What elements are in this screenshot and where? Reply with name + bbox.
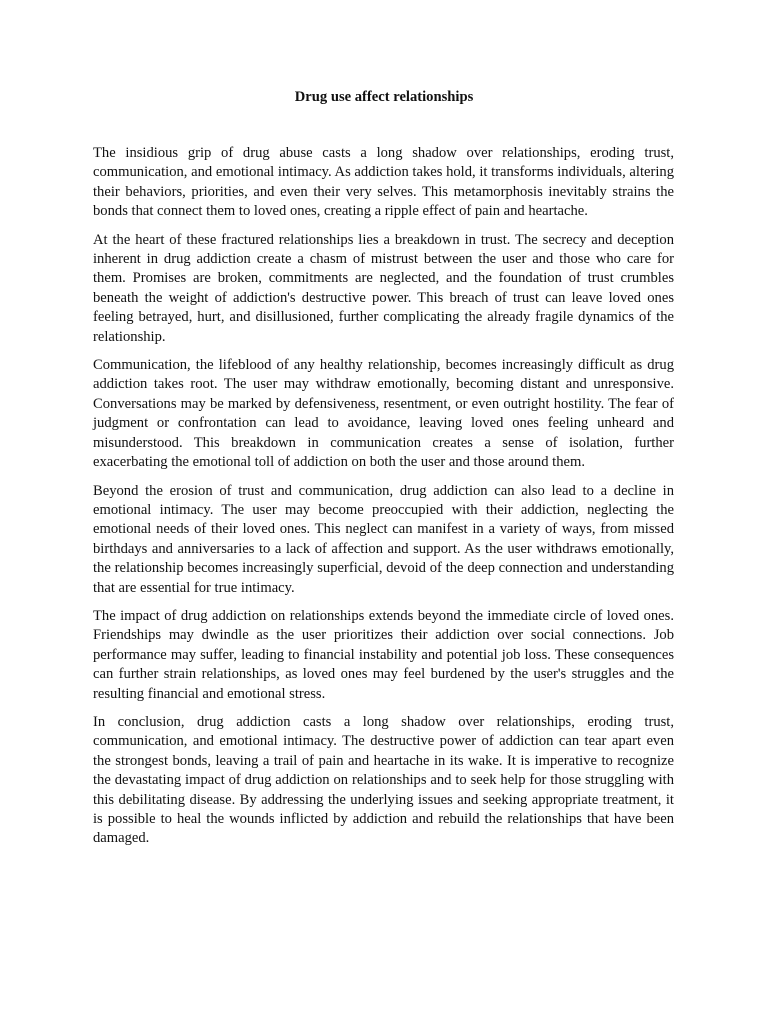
paragraph-wider-impact: The impact of drug addiction on relationships extends beyond the immediate circle of loved ones. Friendships may dwindle as the user prioritizes their addiction over social connections. Job performance may suffer, leading to financial instability and potential job loss. These consequences can further strain relationships, as loved ones may feel burdened by the user's struggles and the resulting financial and emotional stress. — [93, 607, 674, 702]
paragraph-intro: The insidious grip of drug abuse casts a long shadow over relationships, eroding trust, communication, and emotional intimacy. As addiction takes hold, it transforms individuals, altering their behaviors, priorities, and even their very selves. This metamorphosis inevitably strains the bonds that connect them to loved ones, creating a ripple effect of pain and heartache. — [93, 145, 674, 220]
document-body — [93, 144, 674, 858]
paragraph-trust: At the heart of these fractured relationships lies a breakdown in trust. The secrecy and deception inherent in drug addiction create a chasm of mistrust between the user and those who care for them. Promises are broken, commitments are neglected, and the foundation of trust crumbles beneath the weight of addiction's destructive power. This breach of trust can leave loved ones feeling betrayed, hurt, and disillusioned, further complicating the already fragile dynamics of the relationship. — [93, 231, 674, 345]
paragraph-intimacy: Beyond the erosion of trust and communication, drug addiction can also lead to a decline in emotional intimacy. The user may become preoccupied with their addiction, neglecting the emotional needs of their loved ones. This neglect can manifest in a variety of ways, from missed birthdays and anniversaries to a lack of affection and support. As the user withdraws emotionally, the relationship becomes increasingly superficial, devoid of the deep connection and understanding that are essential for true intimacy. — [93, 482, 674, 596]
document-title: Drug use affect relationships — [294, 89, 474, 105]
paragraph-conclusion: In conclusion, drug addiction casts a long shadow over relationships, eroding trust, communication, and emotional intimacy. The destructive power of addiction can tear apart even the strongest bonds, leaving a trail of pain and heartache in its wake. It is imperative to recognize the devastating impact of drug addiction on relationships and to seek help for those struggling with this debilitating disease. By addressing the underlying issues and seeking appropriate treatment, it is possible to heal the wounds inflicted by addiction and rebuild the relationships that have been damaged. — [93, 713, 674, 847]
paragraph-communication: Communication, the lifeblood of any healthy relationship, becomes increasingly difficult as drug addiction takes root. The user may withdraw emotionally, becoming distant and unresponsive. Conversations may be marked by defensiveness, resentment, or even outright hostility. The fear of judgment or confrontation can lead to avoidance, leaving loved ones feeling unheard and misunderstood. This breakdown in communication creates a sense of isolation, further exacerbating the emotional toll of addiction on both the user and those around them. — [93, 357, 674, 471]
